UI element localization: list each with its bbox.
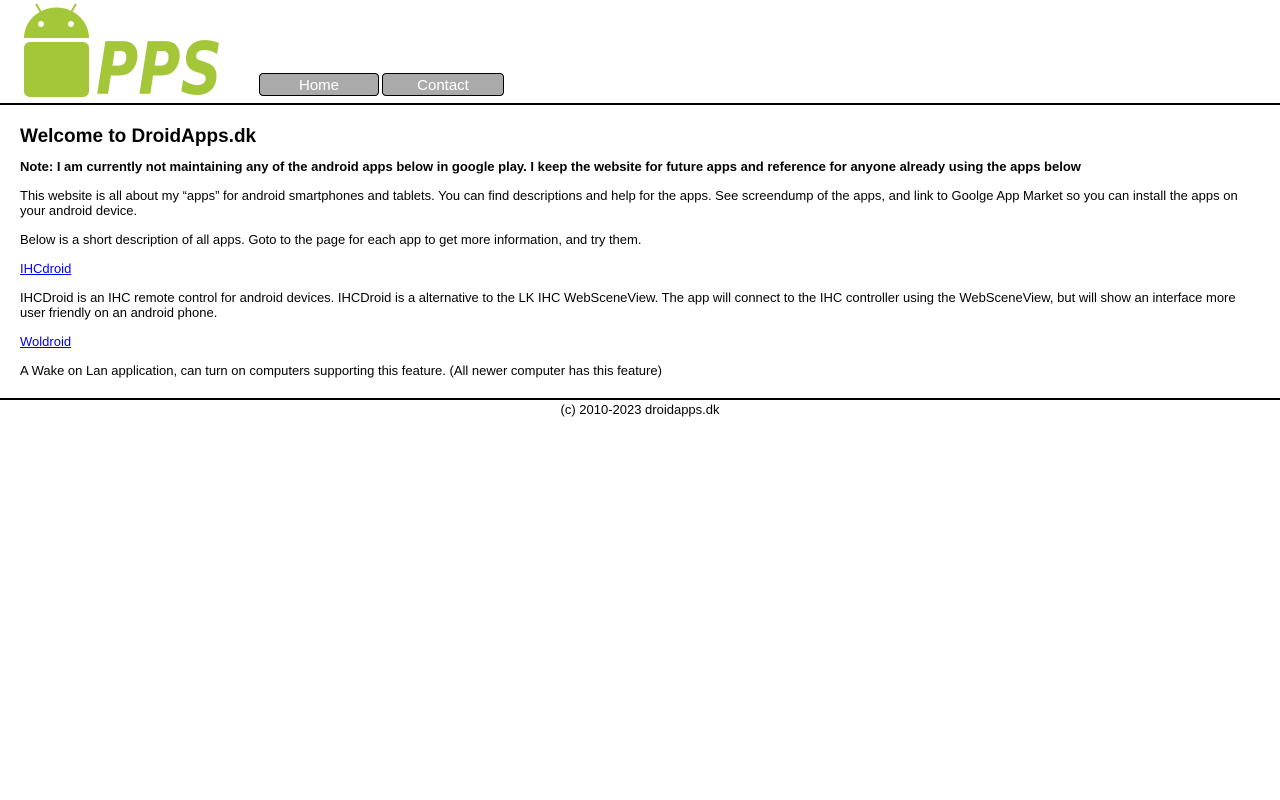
summary-text: Below is a short description of all apps. Goto to the page for each app to get more information, and try them. <box>20 232 642 247</box>
app-link-row <box>20 261 1260 276</box>
site-header <box>0 0 1280 111</box>
android-robot-icon <box>24 4 89 97</box>
droidapps-logo[interactable] <box>22 2 224 111</box>
page-title: Welcome to DroidApps.dk <box>20 126 257 147</box>
ihcdroid-link[interactable]: IHCdroid <box>20 261 72 276</box>
woldroid-link[interactable]: Woldroid <box>20 334 72 349</box>
logo-text: PPS <box>96 27 222 111</box>
main-nav <box>259 73 504 96</box>
copyright-text: (c) 2010-2023 droidapps.dk <box>560 402 720 417</box>
nav-contact-button[interactable]: Contact <box>382 73 504 96</box>
intro-text: This website is all about my “apps” for android smartphones and tablets. You can find descriptions and help for the apps. See screendump of the apps, and link to Goolge App Market so you can install the apps on your android device. <box>20 188 1238 218</box>
app-link-row <box>20 334 1260 349</box>
site-footer <box>0 398 1280 417</box>
ihcdroid-description: IHCDroid is an IHC remote control for android devices. IHCDroid is a alternative to the LK IHC WebSceneView. The app will connect to the IHC controller using the WebSceneView, but will show an interface more user friendly on an android phone. <box>20 290 1236 320</box>
nav-home-button[interactable]: Home <box>259 73 379 96</box>
main-content <box>0 126 1280 378</box>
maintenance-note: Note: I am currently not maintaining any of the android apps below in google play. I keep the website for future apps and reference for anyone already using the apps below <box>20 159 1081 174</box>
woldroid-description: A Wake on Lan application, can turn on computers supporting this feature. (All newer computer has this feature) <box>20 363 662 378</box>
